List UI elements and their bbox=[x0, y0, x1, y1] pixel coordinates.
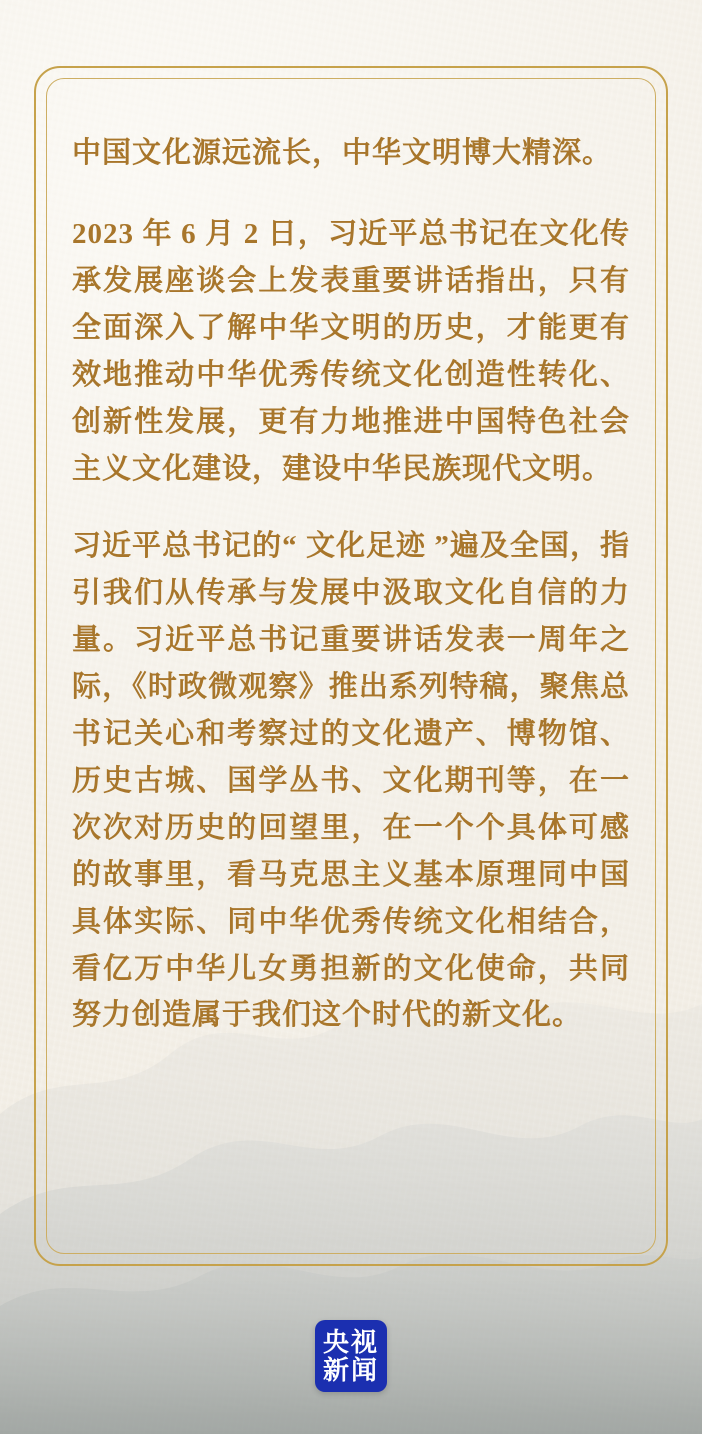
paragraph-2: 2023 年 6 月 2 日，习近平总书记在文化传承发展座谈会上发表重要讲话指出，只有全面深入了解中华文明的历史，才能更有效地推动中华优秀传统文化创造性转化、创新性发展，更有力地推进中国特色社会主义文化建设，建设中华民族现代文明。 bbox=[72, 217, 630, 485]
article-body bbox=[72, 130, 630, 1234]
cctv-news-logo bbox=[315, 1320, 387, 1392]
logo-line-2: 新闻 bbox=[322, 1355, 379, 1385]
paragraph-3: 习近平总书记的“ 文化足迹 ”遍及全国，指引我们从传承与发展中汲取文化自信的力量。习近平总书记重要讲话发表一周年之际，《时政微观察》推出系列特稿，聚焦总书记关心和考察过的文化遗产、博物馆、历史古城、国学丛书、文化期刊等，在一次次对历史的回望里，在一个个具体可感的故事里，看马克思主义基本原理同中国具体实际、同中华优秀传统文化相结合，看亿万中华儿女勇担新的文化使命，共同努力创造属于我们这个时代的新文化。 bbox=[72, 529, 630, 1032]
logo-line-1: 央视 bbox=[322, 1326, 379, 1357]
paragraph-1: 中国文化源远流长，中华文明博大精深。 bbox=[72, 137, 613, 169]
